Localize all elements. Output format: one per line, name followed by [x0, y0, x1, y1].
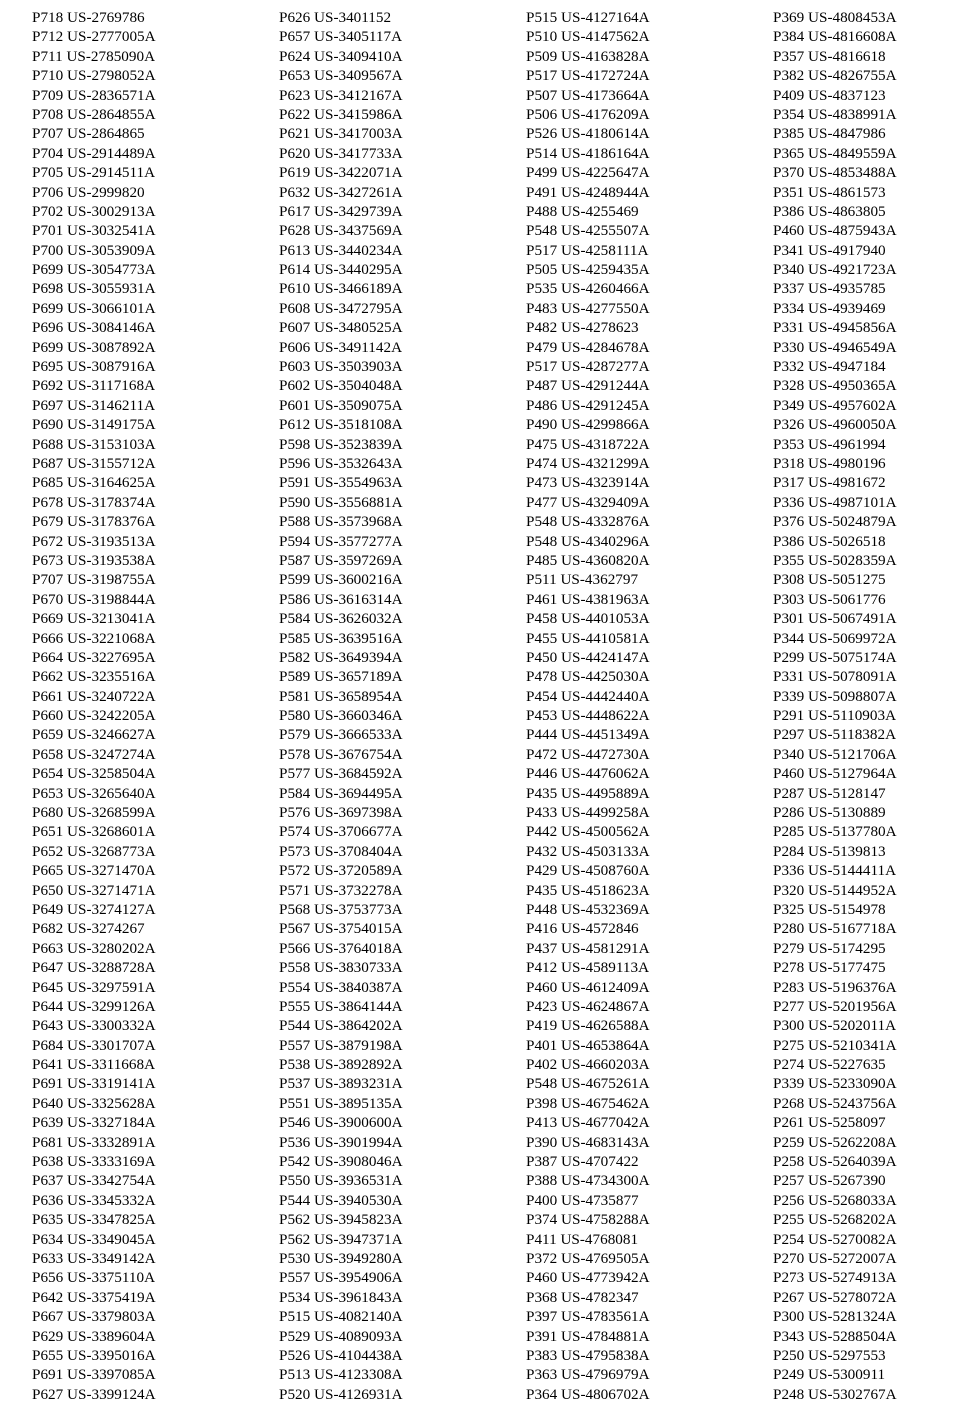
patent-entry: P429 US-4508760A — [526, 862, 650, 880]
patent-entry: P488 US-4255469 — [526, 202, 639, 220]
patent-entry: P669 US-3213041A — [32, 610, 156, 628]
patent-entry: P548 US-4675261A — [526, 1075, 650, 1093]
patent-entry: P390 US-4683143A — [526, 1133, 650, 1151]
patent-entry: P446 US-4476062A — [526, 765, 650, 783]
patent-entry: P537 US-3893231A — [279, 1075, 403, 1093]
patent-entry: P589 US-3657189A — [279, 668, 403, 686]
patent-entry: P505 US-4259435A — [526, 261, 650, 279]
patent-entry: P491 US-4248944A — [526, 183, 650, 201]
patent-entry: P554 US-3840387A — [279, 978, 403, 996]
patent-entry: P454 US-4442440A — [526, 687, 650, 705]
patent-entry: P437 US-4581291A — [526, 939, 650, 957]
patent-entry: P510 US-4147562A — [526, 28, 650, 46]
patent-entry: P672 US-3193513A — [32, 532, 156, 550]
patent-entry: P665 US-3271470A — [32, 862, 156, 880]
patent-entry: P513 US-4123308A — [279, 1366, 403, 1384]
patent-entry: P444 US-4451349A — [526, 726, 650, 744]
patent-entry: P696 US-3084146A — [32, 319, 156, 337]
patent-entry: P664 US-3227695A — [32, 648, 156, 666]
patent-entry: P278 US-5177475 — [773, 959, 886, 977]
patent-entry: P684 US-3301707A — [32, 1036, 156, 1054]
patent-entry: P647 US-3288728A — [32, 959, 156, 977]
patent-entry: P355 US-5028359A — [773, 551, 897, 569]
patent-entry: P515 US-4082140A — [279, 1308, 403, 1326]
patent-entry: P679 US-3178376A — [32, 513, 156, 531]
patent-entry: P370 US-4853488A — [773, 164, 897, 182]
patent-entry: P636 US-3345332A — [32, 1191, 156, 1209]
patent-entry: P460 US-5127964A — [773, 765, 897, 783]
patent-entry: P320 US-5144952A — [773, 881, 897, 899]
patent-entry: P641 US-3311668A — [32, 1056, 156, 1074]
patent-entry: P280 US-5167718A — [773, 920, 897, 938]
patent-entry: P617 US-3429739A — [279, 202, 403, 220]
patent-entry: P442 US-4500562A — [526, 823, 650, 841]
patent-entry: P580 US-3660346A — [279, 707, 403, 725]
patent-entry: P270 US-5272007A — [773, 1250, 897, 1267]
patent-entry: P536 US-3901994A — [279, 1133, 403, 1151]
patent-entry: P626 US-3401152 — [279, 9, 392, 26]
patent-entry: P666 US-3221068A — [32, 629, 156, 647]
patent-entry: P460 US-4875943A — [773, 222, 897, 240]
patent-entry: P365 US-4849559A — [773, 144, 897, 162]
patent-entry: P710 US-2798052A — [32, 67, 156, 85]
patent-entry: P548 US-4255507A — [526, 222, 650, 240]
patent-entry: P584 US-3694495A — [279, 784, 403, 802]
patent-entry: P649 US-3274127A — [32, 900, 156, 918]
patent-entry: P568 US-3753773A — [279, 900, 403, 918]
patent-entry: P369 US-4808453A — [773, 9, 897, 26]
patent-entry: P544 US-3940530A — [279, 1191, 403, 1209]
patent-entry: P287 US-5128147 — [773, 784, 886, 802]
patent-entry: P653 US-3409567A — [279, 67, 403, 85]
patent-entry: P681 US-3332891A — [32, 1133, 156, 1151]
patent-entry: P515 US-4127164A — [526, 9, 650, 26]
patent-entry: P261 US-5258097 — [773, 1114, 886, 1132]
patent-entry: P317 US-4981672 — [773, 474, 886, 492]
patent-entry: P700 US-3053909A — [32, 241, 156, 259]
patent-entry: P656 US-3375110A — [32, 1269, 156, 1287]
patent-entry: P337 US-4935785 — [773, 280, 886, 298]
patent-entry: P586 US-3616314A — [279, 590, 403, 608]
patent-entry: P550 US-3936531A — [279, 1172, 403, 1190]
patent-entry: P332 US-4947184 — [773, 358, 886, 376]
patent-entry: P349 US-4957602A — [773, 396, 897, 414]
patent-entry: P657 US-3405117A — [279, 28, 403, 46]
patent-entry: P482 US-4278623 — [526, 319, 639, 337]
patent-entry: P557 US-3954906A — [279, 1269, 403, 1287]
patent-entry: P475 US-4318722A — [526, 435, 650, 453]
patent-entry: P576 US-3697398A — [279, 804, 403, 822]
patent-entry: P594 US-3577277A — [279, 532, 403, 550]
patent-entry: P542 US-3908046A — [279, 1153, 403, 1171]
patent-entry: P400 US-4735877 — [526, 1191, 639, 1209]
patent-entry: P667 US-3379803A — [32, 1308, 156, 1326]
patent-entry: P372 US-4769505A — [526, 1250, 650, 1267]
patent-entry: P622 US-3415986A — [279, 105, 403, 123]
patent-entry: P632 US-3427261A — [279, 183, 403, 201]
patent-entry: P297 US-5118382A — [773, 726, 897, 744]
patent-entry: P619 US-3422071A — [279, 164, 403, 182]
patent-entry: P397 US-4783561A — [526, 1308, 650, 1326]
patent-entry: P336 US-4987101A — [773, 493, 897, 511]
patent-entry: P257 US-5267390 — [773, 1172, 886, 1190]
patent-entry: P308 US-5051275 — [773, 571, 886, 589]
patent-entry: P273 US-5274913A — [773, 1269, 897, 1287]
patent-entry: P318 US-4980196 — [773, 454, 886, 472]
patent-entry: P643 US-3300332A — [32, 1017, 156, 1035]
patent-entry: P629 US-3389604A — [32, 1327, 156, 1345]
patent-entry: P551 US-3895135A — [279, 1094, 403, 1112]
patent-entry: P708 US-2864855A — [32, 105, 156, 123]
patent-entry: P706 US-2999820 — [32, 183, 145, 201]
patent-entry: P411 US-4768081 — [526, 1230, 639, 1248]
patent-entry: P303 US-5061776 — [773, 590, 886, 608]
patent-entry: P383 US-4795838A — [526, 1346, 650, 1364]
patent-entry: P651 US-3268601A — [32, 823, 156, 841]
patent-entry: P598 US-3523839A — [279, 435, 403, 453]
patent-entry: P353 US-4961994 — [773, 435, 886, 453]
patent-entry: P514 US-4186164A — [526, 144, 650, 162]
patent-entry: P620 US-3417733A — [279, 144, 403, 162]
patent-entry: P579 US-3666533A — [279, 726, 403, 744]
patent-entry: P526 US-4180614A — [526, 125, 650, 143]
patent-entry: P544 US-3864202A — [279, 1017, 403, 1035]
patent-entry: P699 US-3087892A — [32, 338, 156, 356]
patent-entry: P255 US-5268202A — [773, 1211, 897, 1229]
patent-entry: P557 US-3879198A — [279, 1036, 403, 1054]
patent-entry: P325 US-5154978 — [773, 900, 886, 918]
patent-entry: P663 US-3280202A — [32, 939, 156, 957]
patent-entry: P279 US-5174295 — [773, 939, 886, 957]
patent-entry: P529 US-4089093A — [279, 1327, 403, 1345]
patent-entry: P275 US-5210341A — [773, 1036, 897, 1054]
patent-entry: P701 US-3032541A — [32, 222, 156, 240]
patent-entry: P259 US-5262208A — [773, 1133, 897, 1151]
patent-column-3 — [526, 8, 746, 1404]
patent-entry: P461 US-4381963A — [526, 590, 650, 608]
patent-entry: P357 US-4816618 — [773, 47, 886, 65]
patent-entry: P291 US-5110903A — [773, 707, 897, 725]
patent-entry: P584 US-3626032A — [279, 610, 403, 628]
patent-entry: P460 US-4612409A — [526, 978, 650, 996]
patent-entry: P658 US-3247274A — [32, 745, 156, 763]
patent-entry: P652 US-3268773A — [32, 842, 156, 860]
patent-entry: P707 US-3198755A — [32, 571, 156, 589]
patent-entry: P633 US-3349142A — [32, 1250, 156, 1267]
patent-entry: P659 US-3246627A — [32, 726, 156, 744]
patent-entry: P691 US-3319141A — [32, 1075, 156, 1093]
patent-entry: P479 US-4284678A — [526, 338, 650, 356]
patent-entry: P283 US-5196376A — [773, 978, 897, 996]
patent-entry: P423 US-4624867A — [526, 997, 650, 1015]
patent-entry: P606 US-3491142A — [279, 338, 403, 356]
patent-entry: P644 US-3299126A — [32, 997, 156, 1015]
patent-entry: P538 US-3892892A — [279, 1056, 403, 1074]
patent-entry: P250 US-5297553 — [773, 1346, 886, 1364]
patent-entry: P331 US-5078091A — [773, 668, 897, 686]
patent-column-2 — [279, 8, 499, 1404]
patent-entry: P387 US-4707422 — [526, 1153, 639, 1171]
patent-entry: P562 US-3947371A — [279, 1230, 403, 1248]
patent-entry: P483 US-4277550A — [526, 299, 650, 317]
patent-entry: P635 US-3347825A — [32, 1211, 156, 1229]
patent-entry: P477 US-4329409A — [526, 493, 650, 511]
patent-entry: P364 US-4806702A — [526, 1385, 650, 1403]
patent-entry: P413 US-4677042A — [526, 1114, 650, 1132]
patent-entry: P344 US-5069972A — [773, 629, 897, 647]
patent-entry: P578 US-3676754A — [279, 745, 403, 763]
patent-entry: P581 US-3658954A — [279, 687, 403, 705]
patent-entry: P535 US-4260466A — [526, 280, 650, 298]
patent-entry: P670 US-3198844A — [32, 590, 156, 608]
patent-entry: P256 US-5268033A — [773, 1191, 897, 1209]
patent-entry: P634 US-3349045A — [32, 1230, 156, 1248]
patent-entry: P374 US-4758288A — [526, 1211, 650, 1229]
patent-entry: P682 US-3274267 — [32, 920, 145, 938]
patent-entry: P692 US-3117168A — [32, 377, 156, 395]
patent-entry: P596 US-3532643A — [279, 454, 403, 472]
patent-entry: P645 US-3297591A — [32, 978, 156, 996]
patent-entry: P458 US-4401053A — [526, 610, 650, 628]
patent-entry: P506 US-4176209A — [526, 105, 650, 123]
patent-entry: P655 US-3395016A — [32, 1346, 156, 1364]
patent-entry: P339 US-5098807A — [773, 687, 897, 705]
patent-entry: P328 US-4950365A — [773, 377, 897, 395]
patent-entry: P511 US-4362797 — [526, 571, 639, 589]
patent-entry: P624 US-3409410A — [279, 47, 403, 65]
patent-entry: P384 US-4816608A — [773, 28, 897, 46]
patent-entry: P687 US-3155712A — [32, 454, 156, 472]
patent-entry: P391 US-4784881A — [526, 1327, 650, 1345]
patent-entry: P599 US-3600216A — [279, 571, 403, 589]
patent-entry: P478 US-4425030A — [526, 668, 650, 686]
patent-entry: P577 US-3684592A — [279, 765, 403, 783]
patent-entry: P336 US-5144411A — [773, 862, 897, 880]
patent-entry: P419 US-4626588A — [526, 1017, 650, 1035]
patent-entry: P685 US-3164625A — [32, 474, 156, 492]
patent-entry: P351 US-4861573 — [773, 183, 886, 201]
patent-entry: P299 US-5075174A — [773, 648, 897, 666]
patent-entry: P573 US-3708404A — [279, 842, 403, 860]
patent-entry: P530 US-3949280A — [279, 1250, 403, 1267]
patent-entry: P660 US-3242205A — [32, 707, 156, 725]
patent-entry: P691 US-3397085A — [32, 1366, 156, 1384]
patent-entry: P690 US-3149175A — [32, 416, 156, 434]
patent-entry: P248 US-5302767A — [773, 1385, 897, 1403]
patent-entry: P453 US-4448622A — [526, 707, 650, 725]
patent-entry: P588 US-3573968A — [279, 513, 403, 531]
patent-entry: P526 US-4104438A — [279, 1346, 403, 1364]
patent-entry: P382 US-4826755A — [773, 67, 897, 85]
patent-entry: P416 US-4572846 — [526, 920, 639, 938]
patent-entry: P517 US-4172724A — [526, 67, 650, 85]
patent-entry: P368 US-4782347 — [526, 1288, 639, 1306]
patent-entry: P487 US-4291244A — [526, 377, 650, 395]
patent-entry: P548 US-4340296A — [526, 532, 650, 550]
patent-entry: P585 US-3639516A — [279, 629, 403, 647]
patent-entry: P587 US-3597269A — [279, 551, 403, 569]
patent-entry: P343 US-5288504A — [773, 1327, 897, 1345]
patent-entry: P555 US-3864144A — [279, 997, 403, 1015]
patent-entry: P300 US-5202011A — [773, 1017, 897, 1035]
patent-entry: P718 US-2769786 — [32, 9, 145, 26]
patent-entry: P385 US-4847986 — [773, 125, 886, 143]
patent-entry: P517 US-4287277A — [526, 358, 650, 376]
patent-entry: P286 US-5130889 — [773, 804, 886, 822]
patent-entry: P712 US-2777005A — [32, 28, 156, 46]
patent-entry: P662 US-3235516A — [32, 668, 156, 686]
patent-entry: P698 US-3055931A — [32, 280, 156, 298]
patent-entry: P300 US-5281324A — [773, 1308, 897, 1326]
patent-entry: P340 US-4921723A — [773, 261, 897, 279]
patent-entry: P450 US-4424147A — [526, 648, 650, 666]
patent-entry: P486 US-4291245A — [526, 396, 650, 414]
patent-entry: P412 US-4589113A — [526, 959, 650, 977]
patent-entry: P610 US-3466189A — [279, 280, 403, 298]
patent-entry: P695 US-3087916A — [32, 358, 156, 376]
patent-entry: P284 US-5139813 — [773, 842, 886, 860]
patent-entry: P388 US-4734300A — [526, 1172, 650, 1190]
patent-entry: P509 US-4163828A — [526, 47, 650, 65]
patent-entry: P702 US-3002913A — [32, 202, 156, 220]
patent-entry: P326 US-4960050A — [773, 416, 897, 434]
patent-entry: P455 US-4410581A — [526, 629, 650, 647]
patent-entry: P376 US-5024879A — [773, 513, 897, 531]
patent-entry: P474 US-4321299A — [526, 454, 650, 472]
patent-entry: P642 US-3375419A — [32, 1288, 156, 1306]
patent-entry: P258 US-5264039A — [773, 1153, 897, 1171]
patent-entry: P566 US-3764018A — [279, 939, 403, 957]
patent-entry: P432 US-4503133A — [526, 842, 650, 860]
patent-entry: P267 US-5278072A — [773, 1288, 897, 1306]
patent-entry: P401 US-4653864A — [526, 1036, 650, 1054]
patent-entry: P621 US-3417003A — [279, 125, 403, 143]
patent-entry: P472 US-4472730A — [526, 745, 650, 763]
patent-column-4 — [773, 8, 958, 1404]
patent-entry: P608 US-3472795A — [279, 299, 403, 317]
patent-entry: P602 US-3504048A — [279, 377, 403, 395]
patent-entry: P354 US-4838991A — [773, 105, 897, 123]
patent-entry: P590 US-3556881A — [279, 493, 403, 511]
patent-entry: P601 US-3509075A — [279, 396, 403, 414]
patent-entry: P688 US-3153103A — [32, 435, 156, 453]
patent-entry: P460 US-4773942A — [526, 1269, 650, 1287]
patent-entry: P274 US-5227635 — [773, 1056, 886, 1074]
patent-entry: P386 US-4863805 — [773, 202, 886, 220]
patent-entry: P603 US-3503903A — [279, 358, 403, 376]
patent-entry: P558 US-3830733A — [279, 959, 403, 977]
patent-entry: P699 US-3066101A — [32, 299, 156, 317]
patent-entry: P435 US-4518623A — [526, 881, 650, 899]
patent-entry: P661 US-3240722A — [32, 687, 156, 705]
patent-entry: P574 US-3706677A — [279, 823, 403, 841]
patent-entry: P705 US-2914511A — [32, 164, 156, 182]
patent-entry: P485 US-4360820A — [526, 551, 650, 569]
patent-entry: P402 US-4660203A — [526, 1056, 650, 1074]
patent-entry: P285 US-5137780A — [773, 823, 897, 841]
patent-entry: P473 US-4323914A — [526, 474, 650, 492]
patent-entry: P249 US-5300911 — [773, 1366, 886, 1384]
patent-entry: P572 US-3720589A — [279, 862, 403, 880]
patent-entry: P435 US-4495889A — [526, 784, 650, 802]
patent-entry: P614 US-3440295A — [279, 261, 403, 279]
patent-entry: P433 US-4499258A — [526, 804, 650, 822]
patent-entry: P711 US-2785090A — [32, 47, 156, 65]
patent-entry: P678 US-3178374A — [32, 493, 156, 511]
patent-entry: P637 US-3342754A — [32, 1172, 156, 1190]
patent-entry: P517 US-4258111A — [526, 241, 649, 259]
patent-entry: P340 US-5121706A — [773, 745, 897, 763]
patent-entry: P571 US-3732278A — [279, 881, 403, 899]
patent-entry: P534 US-3961843A — [279, 1288, 403, 1306]
patent-column-1 — [32, 8, 252, 1404]
patent-entry: P490 US-4299866A — [526, 416, 650, 434]
patent-entry: P699 US-3054773A — [32, 261, 156, 279]
patent-entry: P709 US-2836571A — [32, 86, 156, 104]
patent-entry: P567 US-3754015A — [279, 920, 403, 938]
patent-entry: P613 US-3440234A — [279, 241, 403, 259]
patent-entry: P363 US-4796979A — [526, 1366, 650, 1384]
patent-entry: P331 US-4945856A — [773, 319, 897, 337]
patent-entry: P707 US-2864865 — [32, 125, 145, 143]
patent-entry: P627 US-3399124A — [32, 1385, 156, 1403]
patent-entry: P628 US-3437569A — [279, 222, 403, 240]
patent-entry: P507 US-4173664A — [526, 86, 650, 104]
patent-entry: P398 US-4675462A — [526, 1094, 650, 1112]
patent-entry: P562 US-3945823A — [279, 1211, 403, 1229]
patent-entry: P409 US-4837123 — [773, 86, 886, 104]
patent-entry: P254 US-5270082A — [773, 1230, 897, 1248]
patent-entry: P612 US-3518108A — [279, 416, 403, 434]
patent-entry: P268 US-5243756A — [773, 1094, 897, 1112]
patent-entry: P548 US-4332876A — [526, 513, 650, 531]
patent-entry: P650 US-3271471A — [32, 881, 156, 899]
patent-entry: P639 US-3327184A — [32, 1114, 156, 1132]
patent-entry: P680 US-3268599A — [32, 804, 156, 822]
patent-entry: P520 US-4126931A — [279, 1385, 403, 1403]
patent-entry: P386 US-5026518 — [773, 532, 886, 550]
patent-entry: P623 US-3412167A — [279, 86, 403, 104]
patent-entry: P334 US-4939469 — [773, 299, 886, 317]
patent-entry: P330 US-4946549A — [773, 338, 897, 356]
patent-entry: P653 US-3265640A — [32, 784, 156, 802]
patent-entry: P638 US-3333169A — [32, 1153, 156, 1171]
patent-entry: P697 US-3146211A — [32, 396, 156, 414]
patent-entry: P277 US-5201956A — [773, 997, 897, 1015]
patent-entry: P673 US-3193538A — [32, 551, 156, 569]
patent-entry: P499 US-4225647A — [526, 164, 650, 182]
patent-entry: P591 US-3554963A — [279, 474, 403, 492]
patent-entry: P654 US-3258504A — [32, 765, 156, 783]
patent-entry: P582 US-3649394A — [279, 648, 403, 666]
patent-entry: P607 US-3480525A — [279, 319, 403, 337]
patent-entry: P546 US-3900600A — [279, 1114, 403, 1132]
patent-entry: P704 US-2914489A — [32, 144, 156, 162]
patent-entry: P640 US-3325628A — [32, 1094, 156, 1112]
patent-entry: P341 US-4917940 — [773, 241, 886, 259]
patent-entry: P301 US-5067491A — [773, 610, 897, 628]
patent-entry: P339 US-5233090A — [773, 1075, 897, 1093]
patent-entry: P448 US-4532369A — [526, 900, 650, 918]
